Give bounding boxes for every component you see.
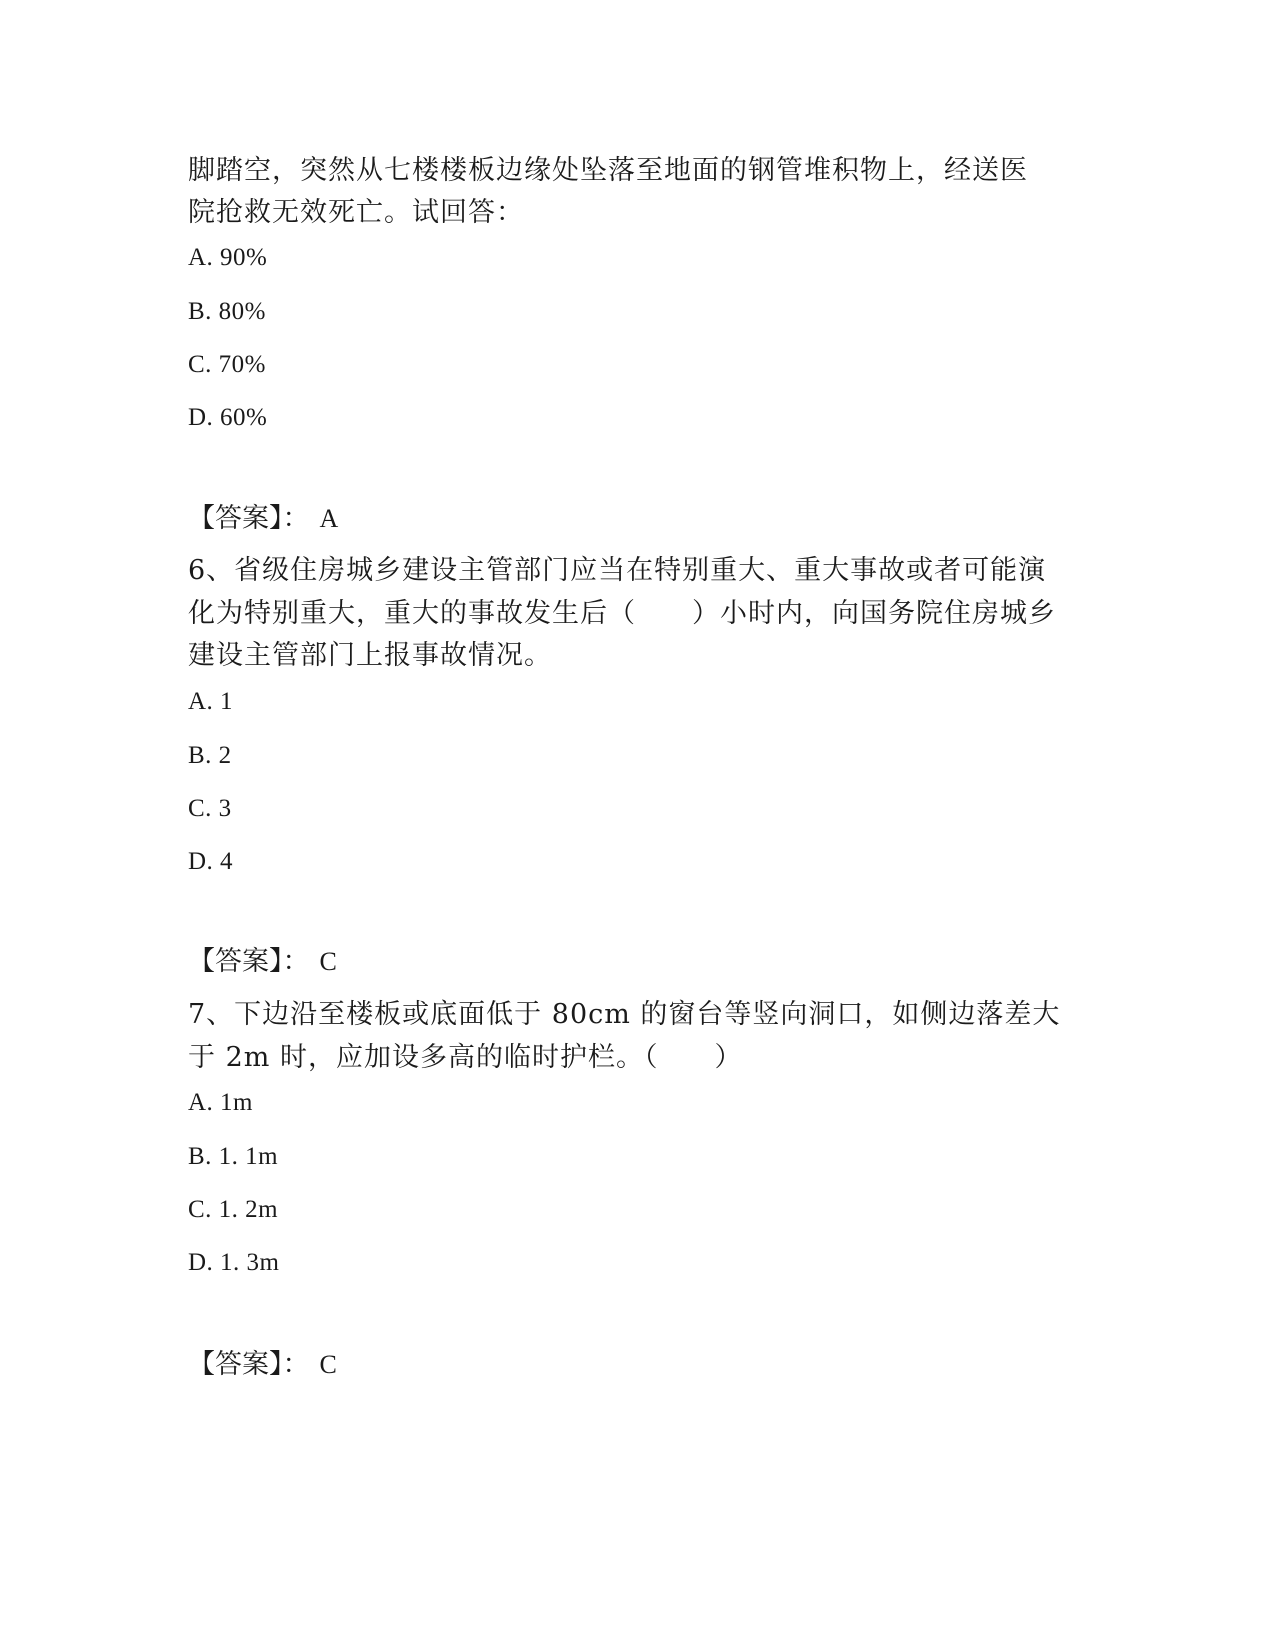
question-5-option-b: B. 80% <box>188 298 266 325</box>
answer-label: 【答案】： <box>188 1349 310 1380</box>
question-6-stem-line-1: 6、省级住房城乡建设主管部门应当在特别重大、重大事故或者可能演 <box>188 555 1047 586</box>
answer-label: 【答案】： <box>188 503 310 534</box>
question-7-option-d: D. 1. 3m <box>188 1249 280 1276</box>
question-6-answer <box>188 939 337 978</box>
question-7-option-a: A. 1m <box>188 1089 253 1116</box>
question-5-stem-line-1: 脚踏空，突然从七楼楼板边缘处坠落至地面的钢管堆积物上，经送医 <box>188 155 1028 186</box>
question-5-option-a: A. 90% <box>188 244 268 271</box>
question-6-option-a: A. 1 <box>188 688 234 715</box>
answer-value: A <box>319 504 339 533</box>
question-6-option-b: B. 2 <box>188 742 232 769</box>
question-5-answer <box>188 496 338 535</box>
answer-label: 【答案】： <box>188 946 310 977</box>
question-7-option-b: B. 1. 1m <box>188 1143 279 1170</box>
question-6-option-c: C. 3 <box>188 795 232 822</box>
question-6-option-d: D. 4 <box>188 848 234 875</box>
question-5-option-c: C. 70% <box>188 351 266 378</box>
question-5-option-d: D. 60% <box>188 404 268 431</box>
question-6-stem-line-3: 建设主管部门上报事故情况。 <box>188 640 552 671</box>
question-7-answer <box>188 1342 337 1381</box>
question-7-option-c: C. 1. 2m <box>188 1196 279 1223</box>
answer-value: C <box>319 1350 337 1379</box>
question-7-stem-line-2: 于 2m 时，应加设多高的临时护栏。（ ） <box>188 1042 743 1073</box>
question-6-stem-line-2: 化为特别重大，重大的事故发生后（ ）小时内，向国务院住房城乡 <box>188 598 1056 629</box>
answer-value: C <box>319 947 337 976</box>
question-5-stem-line-2: 院抢救无效死亡。试回答： <box>188 197 524 228</box>
question-7-stem-line-1: 7、下边沿至楼板或底面低于 80cm 的窗台等竖向洞口，如侧边落差大 <box>188 999 1061 1030</box>
